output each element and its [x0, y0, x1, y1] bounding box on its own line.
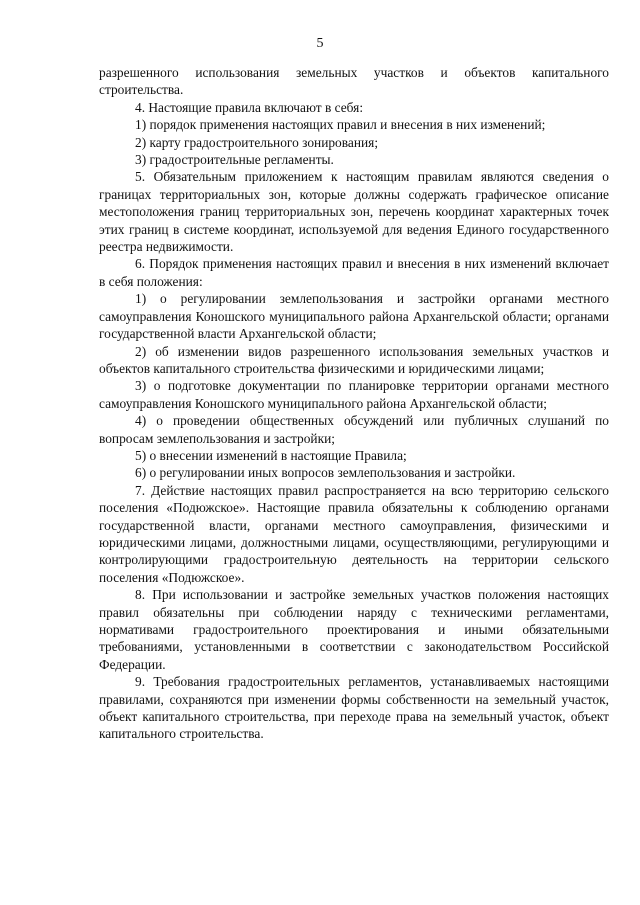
paragraph-subitem-6-6: 6) о регулировании иных вопросов землепользования и застройки.	[135, 465, 516, 481]
paragraph-subitem-6-3: 3) о подготовке документации по планировке территории органами местного самоуправления Коношского муниципального района Архангельской области;	[99, 378, 609, 411]
paragraph-subitem-4-2: 2) карту градостроительного зонирования;	[135, 134, 379, 150]
paragraph-subitem-6-2: 2) об изменении видов разрешенного использования земельных участков и объектов капитального строительства физическими и юридическими лицами;	[99, 343, 609, 376]
paragraph-subitem-4-3: 3) градостроительные регламенты.	[135, 152, 334, 168]
paragraph-subitem-6-4: 4) о проведении общественных обсуждений или публичных слушаний по вопросам землепользования и застройки;	[99, 413, 609, 446]
paragraph-item-7: 7. Действие настоящих правил распространяется на всю территорию сельского поселения «Подюжское». Настоящие правила обязательны к соблюдению органами государственной власти, органами местного самоуправления, физическими и юридическими лицами, должностными лицами, осуществляющими, регулирующими и контролирующими градостроительную деятельность на территории сельского поселения «Подюжское».	[99, 482, 609, 585]
paragraph-subitem-6-1: 1) о регулировании землепользования и застройки органами местного самоуправления Коношского муниципального района Архангельской области; органами государственной власти Архангельской области;	[99, 291, 609, 342]
page-number: 5	[316, 36, 324, 51]
paragraph-subitem-6-5: 5) о внесении изменений в настоящие Правила;	[135, 447, 407, 463]
paragraph-item-8: 8. При использовании и застройке земельных участков положения настоящих правил обязательны при соблюдении наряду с техническими регламентами, нормативами градостроительного проектирования и иными обязательными требованиями, установленными в соответствии с законодательством Российской Федерации.	[99, 587, 609, 672]
body-text	[99, 64, 609, 743]
paragraph-item-5: 5. Обязательным приложением к настоящим правилам являются сведения о границах территориальных зон, которые должны содержать графическое описание местоположения границ территориальных зон, перечень координат характерных точек этих границ в системе координат, используемой для ведения Единого государственного реестра недвижимости.	[99, 169, 609, 255]
paragraph-item-4: 4. Настоящие правила включают в себя:	[135, 99, 364, 115]
paragraph-item-9: 9. Требования градостроительных регламентов, устанавливаемых настоящими правилами, сохраняются при изменении формы собственности на земельный участок, объект капитального строительства, при переходе права на земельный участок, объект капитального строительства.	[99, 674, 609, 742]
paragraph-item-6: 6. Порядок применения настоящих правил и внесения в них изменений включает в себя положения:	[99, 256, 609, 289]
paragraph-continuation: разрешенного использования земельных участков и объектов капитального строительства.	[99, 65, 609, 98]
paragraph-subitem-4-1: 1) порядок применения настоящих правил и внесения в них изменений;	[135, 117, 546, 133]
